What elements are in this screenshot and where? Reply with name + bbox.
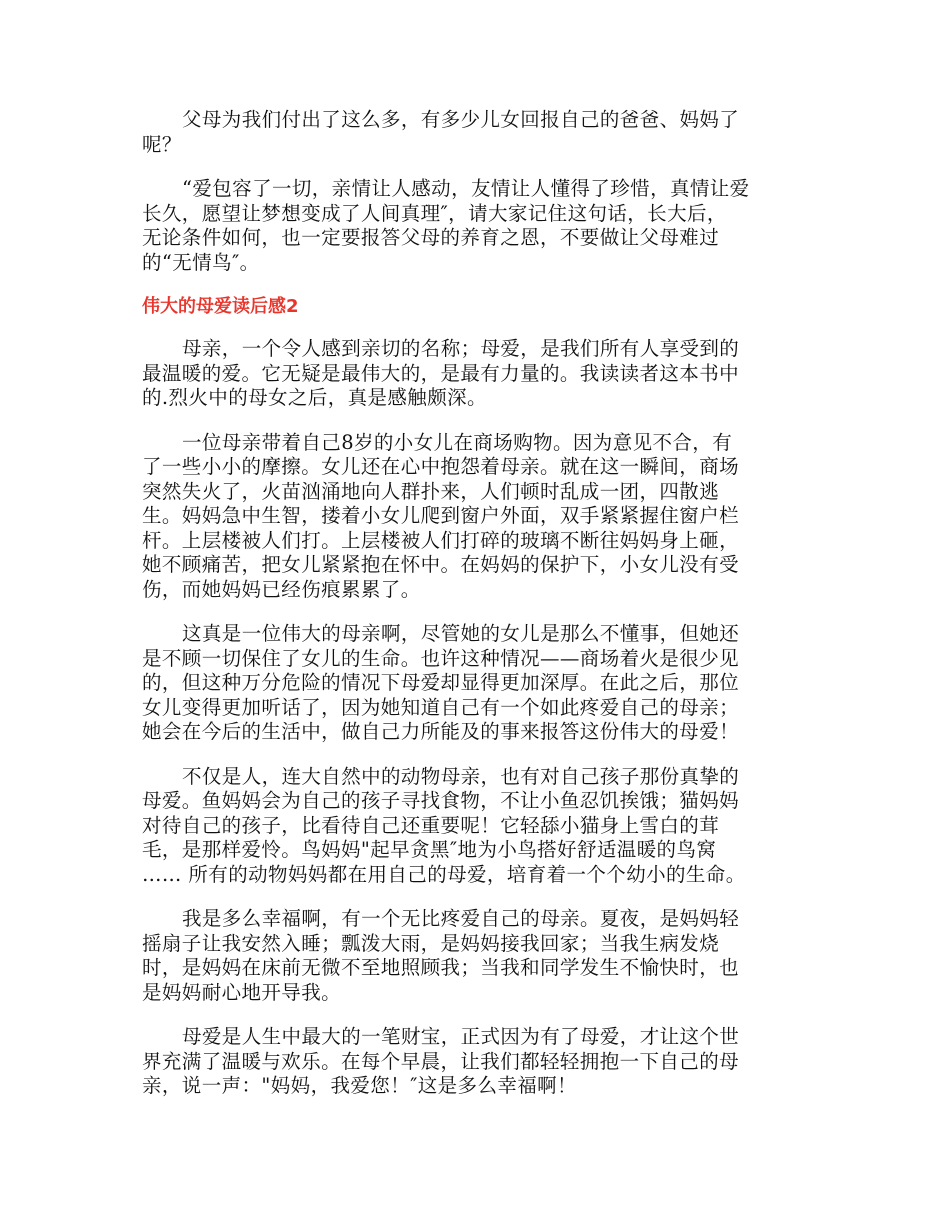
- paragraph: [142, 431, 812, 603]
- paragraph-line: 无论条件如何，也一定要报答父母的养育之恩，不要做让父母难过: [142, 226, 720, 249]
- intro-section: [142, 108, 812, 275]
- paragraph-line: 是妈妈耐心地开导我。: [142, 980, 342, 1004]
- paragraph: [142, 1025, 812, 1099]
- paragraph-line: 毛，是那样爱怜。鸟妈妈"起早贪黑″地为小鸟搭好舒适温暖的鸟窝: [142, 838, 717, 861]
- paragraph-line: 父母为我们付出了这么多，有多少儿女回报自己的爸爸、妈妈了: [182, 108, 740, 131]
- paragraph-line: 的.烈火中的母女之后，真是感触颇深。: [142, 386, 487, 409]
- paragraph-line: 她不顾痛苦，把女儿紧紧抱在怀中。在妈妈的保护下，小女儿没有受: [142, 553, 740, 576]
- section-heading: 伟大的母爱读后感2: [142, 296, 299, 317]
- paragraph-line: 的“无情鸟″。: [142, 250, 260, 274]
- paragraph-line: 杆。上层楼被人们打。上层楼被人们打碎的玻璃不断往妈妈身上砸，: [142, 528, 740, 552]
- paragraph-line: 界充满了温暖与欢乐。在每个早晨，让我们都轻轻拥抱一下自己的母: [142, 1049, 740, 1073]
- section-body: [142, 337, 812, 1099]
- paragraph-line: “爱包容了一切，亲情让人感动，友情让人懂得了珍惜，真情让爱: [182, 177, 750, 200]
- paragraph: [142, 622, 812, 745]
- paragraph-line: 母爱。鱼妈妈会为自己的孩子寻找食物，不让小鱼忍饥挨饿；猫妈妈: [142, 789, 740, 812]
- paragraph: [142, 765, 812, 888]
- paragraph-line: 时，是妈妈在床前无微不至地照顾我；当我和同学发生不愉快时，也: [142, 956, 740, 979]
- paragraph-line: 母亲，一个令人感到亲切的名称；母爱，是我们所有人享受到的: [182, 337, 740, 360]
- paragraph-line: 女儿变得更加听话了，因为她知道自己有一个如此疼爱自己的母亲；: [142, 695, 740, 719]
- paragraph: [142, 337, 812, 411]
- paragraph-line: 我是多么幸福啊，有一个无比疼爱自己的母亲。夏夜，是妈妈轻: [182, 907, 740, 930]
- paragraph-line: 母爱是人生中最大的一笔财宝，正式因为有了母爱，才让这个世: [182, 1025, 740, 1048]
- document-page: [142, 108, 812, 1119]
- paragraph-line: 是不顾一切保住了女儿的生命。也许这种情况——商场着火是很少见: [142, 646, 740, 670]
- paragraph: [142, 907, 812, 1005]
- paragraph-line: 了一些小小的摩擦。女儿还在心中抱怨着母亲。就在这一瞬间，商场: [142, 455, 740, 478]
- paragraph-line: 亲，说一声："妈妈，我爱您！″这是多么幸福啊！: [142, 1074, 577, 1097]
- paragraph-line: 一位母亲带着自己8岁的小女儿在商场购物。因为意见不合，有: [182, 430, 733, 454]
- paragraph-line: 这真是一位伟大的母亲啊，尽管她的女儿是那么不懂事，但她还: [182, 622, 740, 645]
- paragraph-line: 伤，而她妈妈已经伤痕累累了。: [142, 577, 421, 601]
- paragraph-line: 的，但这种万分危险的情况下母爱却显得更加深厚。在此之后，那位: [142, 671, 740, 694]
- paragraph: [142, 108, 812, 157]
- paragraph-line: 生。妈妈急中生智，搂着小女儿爬到窗户外面，双手紧紧握住窗户栏: [142, 504, 740, 527]
- paragraph-line: 对待自己的孩子，比看待自己还重要呢！它轻舔小猫身上雪白的茸: [142, 813, 720, 837]
- paragraph-line: 呢？: [142, 132, 182, 156]
- paragraph-line: 突然失火了，火苗汹涌地向人群扑来，人们顿时乱成一团，四散逃: [142, 479, 720, 503]
- paragraph-line: …… 所有的动物妈妈都在用自己的母爱，培育着一个个幼小的生命。: [142, 862, 746, 886]
- paragraph-line: 摇扇子让我安然入睡；瓢泼大雨，是妈妈接我回家；当我生病发烧: [142, 931, 720, 955]
- paragraph-line: 不仅是人，连大自然中的动物母亲，也有对自己孩子那份真挚的: [182, 764, 740, 788]
- paragraph-line: 她会在今后的生活中，做自己力所能及的事来报答这份伟大的母爱！: [142, 720, 740, 743]
- paragraph: [142, 177, 812, 275]
- paragraph-line: 长久，愿望让梦想变成了人间真理″，请大家记住这句话，长大后，: [142, 201, 727, 225]
- paragraph-line: 最温暖的爱。它无疑是最伟大的，是最有力量的。我读读者这本书中: [142, 361, 740, 385]
